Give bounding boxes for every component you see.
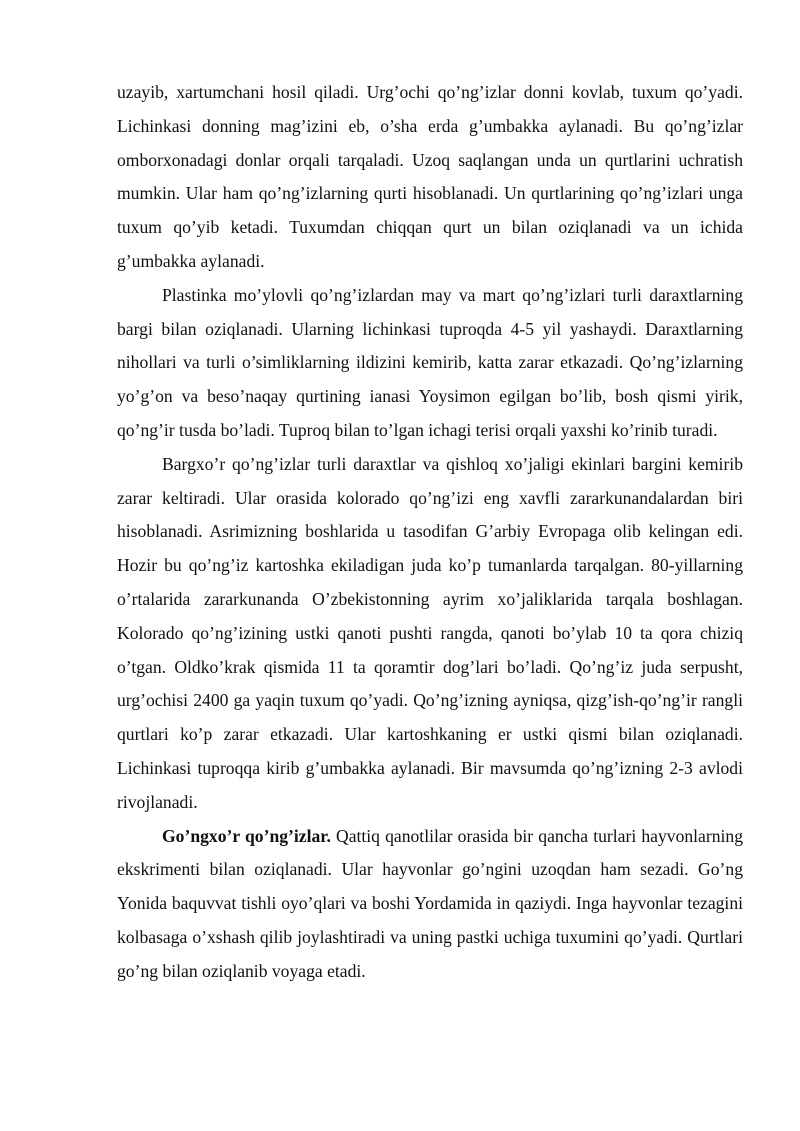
paragraph-bargxor: Bargxo’r qo’ng’izlar turli daraxtlar va qishloq xo’jaligi ekinlari bargini kemirib zarar keltiradi. Ular orasida kolorado qo’ng’izi eng xavfli zararkunandalardan biri hisoblanadi. Asrimizning boshlarida u tasodifan G’arbiy Evropaga olib kelingan edi. Hozir bu qo’ng’iz kartoshka ekiladigan juda ko’p tumanlarda tarqalgan. 80-yillarning o’rtalarida zararkunanda O’zbekistonning ayrim xo’jaliklarida tarqala boshlagan. Kolorado qo’ng’izining ustki qanoti pushti rangda, qanoti bo’ylab 10 ta qora chiziq o’tgan. Oldko’krak qismida 11 ta qoramtir dog’lari bo’ladi. Qo’ng’iz juda serpusht, urg’ochisi 2400 ga yaqin tuxum qo’yadi. Qo’ng’izning ayniqsa, qizg’ish-qo’ng’ir rangli qurtlari ko’p zarar etkazadi. Ular kartoshkaning er ustki qismi bilan oziqlanadi. Lichinkasi tuproqqa kirib g’umbakka aylanadi. Bir mavsumda qo’ng’izning 2-3 avlodi rivojlanadi. xyxy=(117,453,743,812)
paragraph-continuation: uzayib, xartumchani hosil qiladi. Urg’ochi qo’ng’izlar donni kovlab, tuxum qo’yadi. Lichinkasi donning mag’izini eb, o’sha erda g’umbakka aylanadi. Bu qo’ng’izlar omborxonadagi donlar orqali tarqaladi. Uzoq saqlangan unda un qurtlarini uchratish mumkin. Ular ham qo’ng’izlarning qurti hisoblanadi. Un qurtlarining qo’ng’izlari unga tuxum qo’yib ketadi. Tuxumdan chiqqan qurt un bilan oziqlanadi va un ichida g’umbakka aylanadi. xyxy=(117,82,743,271)
paragraph-plastinka: Plastinka mo’ylovli qo’ng’izlardan may va mart qo’ng’izlari turli daraxtlarning bargi bilan oziqlanadi. Ularning lichinkasi tuproqda 4-5 yil yashaydi. Daraxtlarning nihollari va turli o’simliklarning ildizini kemirib, katta zarar etkazadi. Qo’ng’izlarning yo’g’on va beso’naqay qurtining ianasi Yoysimon egilgan bo’lib, bosh qismi yirik, qo’ng’ir tusda bo’ladi. Tuproq bilan to’lgan ichagi terisi orqali yaxshi ko’rinib turadi. xyxy=(117,284,743,440)
body-text xyxy=(117,76,743,989)
paragraph-body: Qattiq qanotlilar orasida bir qancha turlari hayvonlarning ekskrimenti bilan oziqlanadi. Ular hayvonlar go’ngini uzoqdan ham sezadi. Go’ng Yonida baquvvat tishli oyo’qlari va boshi Yordamida in qaziydi. Inga hayvonlar tezagini kolbasaga o’xshash qilib joylashtiradi va uning pastki uchiga tuxumini qo’yadi. Qurtlari go’ng bilan oziqlanib voyaga etadi. xyxy=(117,825,743,981)
paragraph-gongxor xyxy=(117,820,743,989)
paragraph-heading: Go’ngxo’r qo’ng’izlar. xyxy=(162,825,331,846)
